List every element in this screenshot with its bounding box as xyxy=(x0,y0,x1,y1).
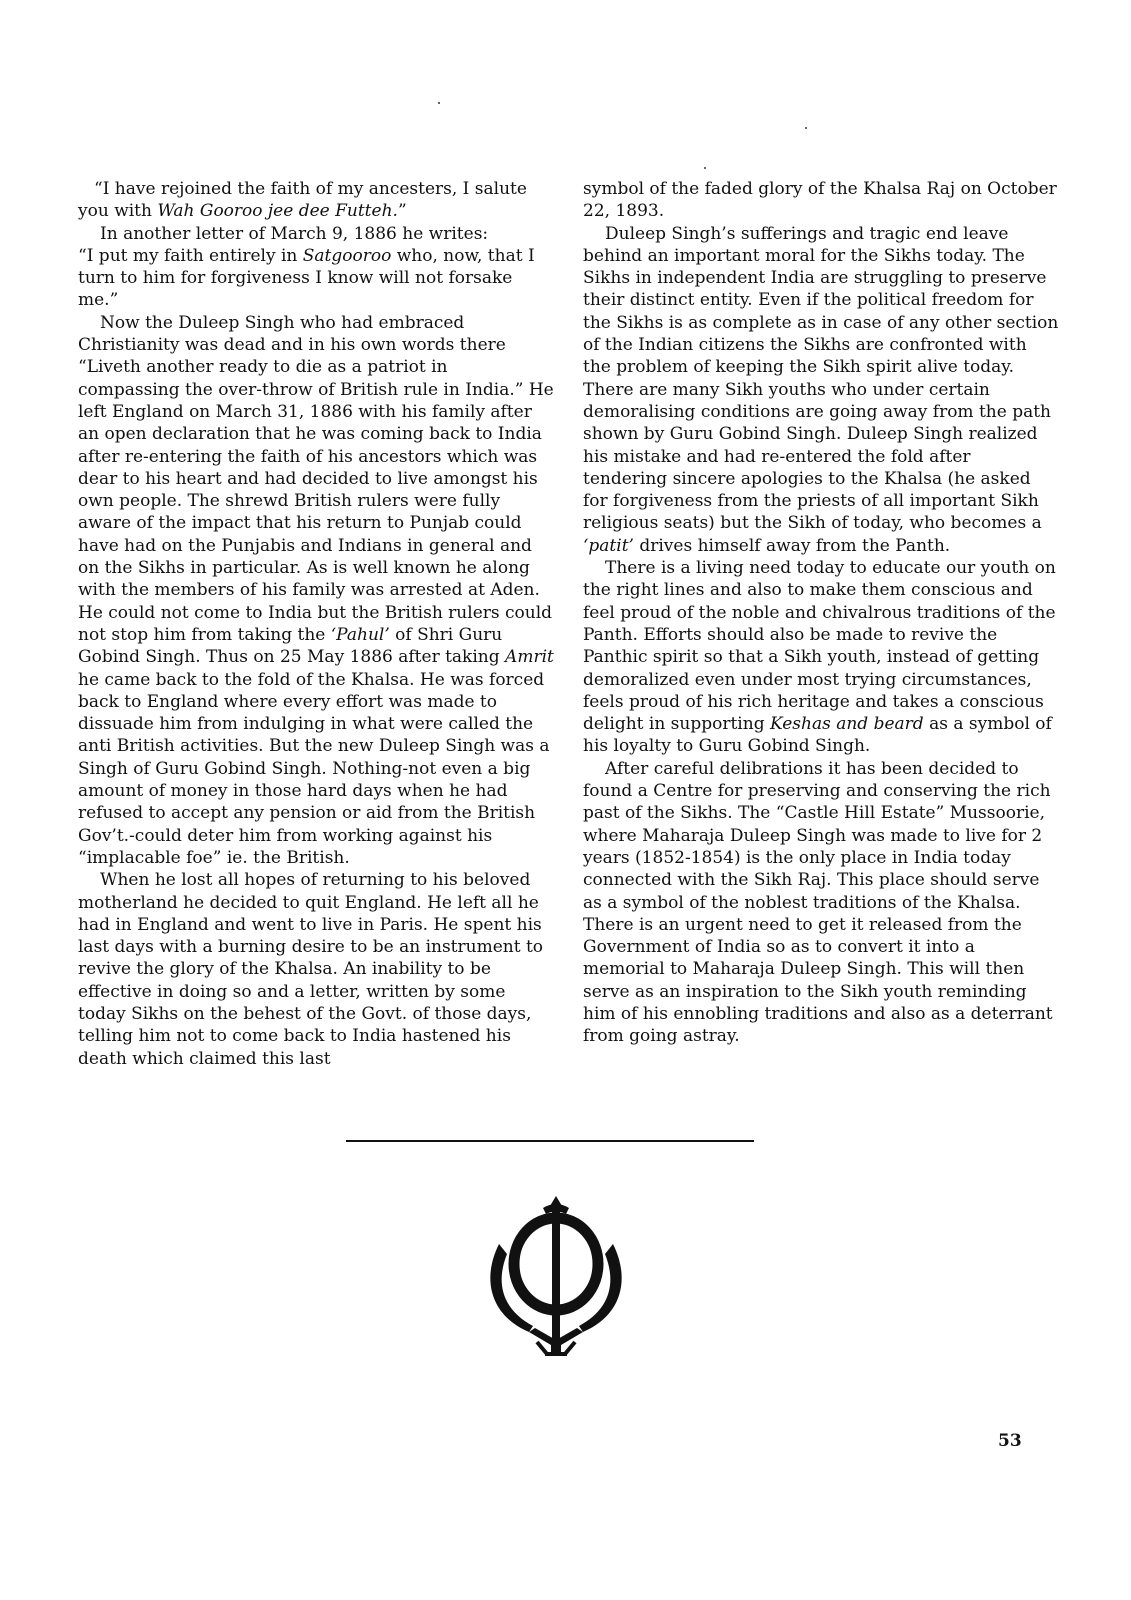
left-column xyxy=(78,178,554,1070)
khanda-icon xyxy=(477,1192,635,1362)
paragraph: symbol of the faded glory of the Khalsa Raj on October 22, 1893. xyxy=(583,179,1057,222)
paragraph: After careful delibrations it has been decided to found a Centre for preserving and conserving the rich past of the Sikhs. The “Castle Hill Estate” Mussoorie, where Maharaja Duleep Singh was made to live for 2 years (1852-1854) is the only place in India today connected with the Sikh Raj. This place should serve as a symbol of the noblest traditions of the Khalsa. There is an urgent need to get it released from the Government of India so as to convert it into a memorial to Maharaja Duleep Singh. This will then serve as an inspiration to the Sikh youth reminding him of his ennobling traditions and also as a deterrant from going astray. xyxy=(583,758,1053,1047)
section-divider xyxy=(346,1140,754,1142)
right-column xyxy=(583,178,1059,1048)
scan-speck xyxy=(704,167,706,169)
paragraph: Duleep Singh’s sufferings and tragic end leave behind an important moral for the Sikhs today. The Sikhs in independent India are struggling to preserve their distinct entity. Even if the political freedom for the Sikhs is as complete as in case of any other section of the Indian citizens the Sikhs are confronted with the problem of keeping the Sikh spirit alive today. There are many Sikh youths who under certain demoralising conditions are going away from the path shown by Guru Gobind Singh. Duleep Singh realized his mistake and had re-entered the fold after tendering sincere apologies to the Khalsa (he asked for forgiveness from the priests of all important Sikh religious seats) but the Sikh of today, who becomes a ‘patit’ drives himself away from the Panth. xyxy=(583,223,1059,556)
scan-speck xyxy=(438,102,440,104)
paragraph: In another letter of March 9, 1886 he writes: xyxy=(100,223,489,244)
paragraph: Now the Duleep Singh who had embraced Christianity was dead and in his own words there “Liveth another ready to die as a patriot in compassing the over-throw of British rule in India.” He left England on March 31, 1886 with his family after an open declaration that he was coming back to India after re-entering the faith of his ancestors which was dear to his heart and had decided to live amongst his own people. The shrewd British rulers were fully aware of the impact that his return to Punjab could have had on the Punjabis and Indians in general and on the Sikhs in particular. As is well known he along with the members of his family was arrested at Aden. He could not come to India but the British rulers could not stop him from taking the ‘Pahul’ of Shri Guru Gobind Singh. Thus on 25 May 1886 after taking Amrit he came back to the fold of the Khalsa. He was forced back to England where every effort was made to dissuade him from indulging in what were called the anti British activities. But the new Duleep Singh was a Singh of Guru Gobind Singh. Nothing-not even a big amount of money in those hard days when he had refused to accept any pension or aid from the British Gov’t.-could deter him from working against his “implacable foe” ie. the British. xyxy=(78,312,554,868)
paragraph: “I have rejoined the faith of my ancesters, I salute you with Wah Gooroo jee dee Futteh.” xyxy=(78,179,527,222)
paragraph: When he lost all hopes of returning to his beloved motherland he decided to quit England. He left all he had in England and went to live in Paris. He spent his last days with a burning desire to be an instrument to revive the glory of the Khalsa. An inability to be effective in doing so and a letter, written by some today Sikhs on the behest of the Govt. of those days, telling him not to come back to India hastened his death which claimed this last xyxy=(78,870,544,1069)
page-number: 53 xyxy=(998,1431,1022,1451)
paragraph: “I put my faith entirely in Satgooroo who, now, that I turn to him for forgiveness I know will not forsake me.” xyxy=(78,245,535,311)
paragraph: There is a living need today to educate our youth on the right lines and also to make them conscious and feel proud of the noble and chivalrous traditions of the Panth. Efforts should also be made to revive the Panthic spirit so that a Sikh youth, instead of getting demoralized even under most trying circumstances, feels proud of his rich heritage and takes a conscious delight in supporting Keshas and beard as a symbol of his loyalty to Guru Gobind Singh. xyxy=(583,558,1056,757)
scan-speck xyxy=(805,127,807,129)
